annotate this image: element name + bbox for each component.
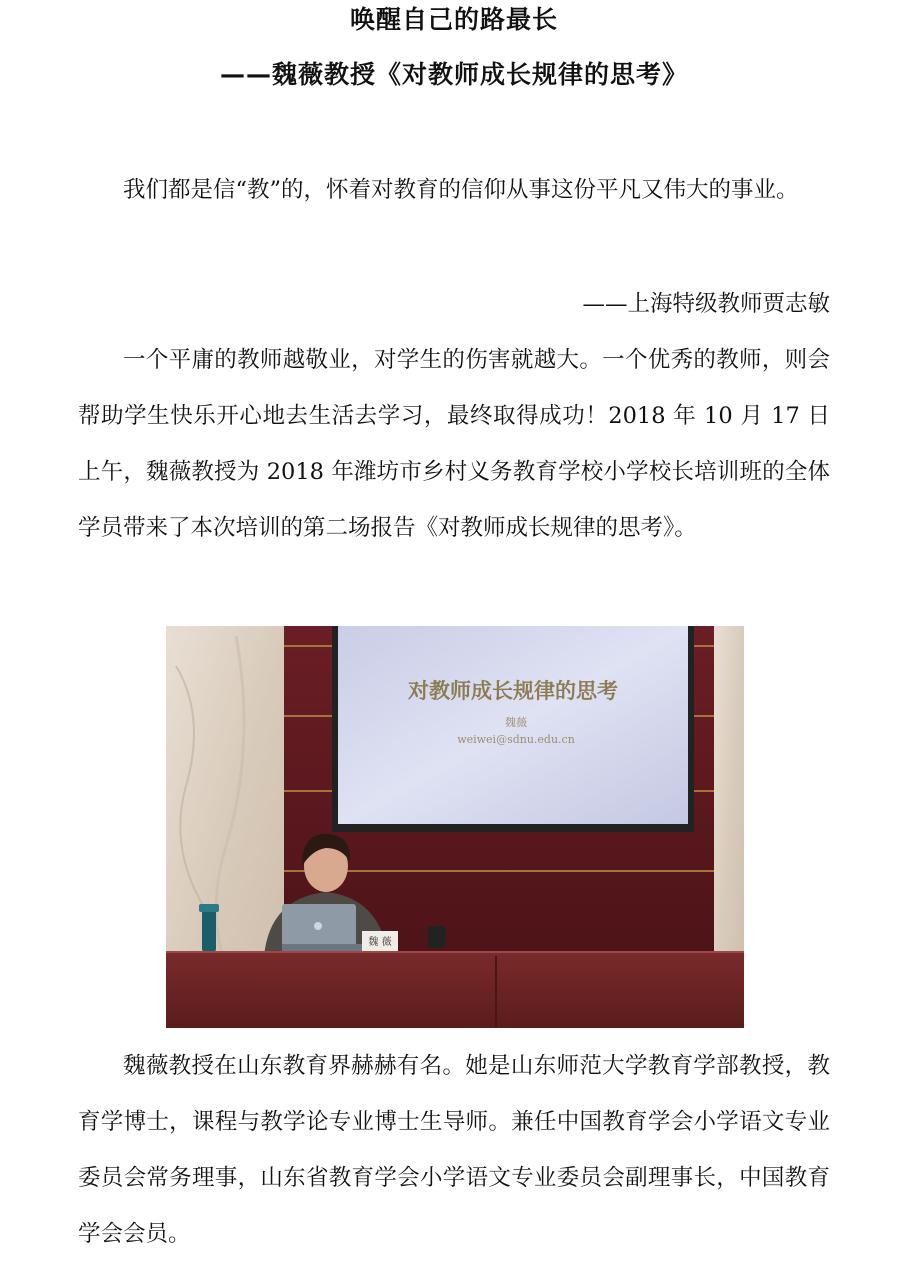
- nameplate-text: 魏 薇: [368, 937, 392, 948]
- opening-quote: 我们都是信“教”的，怀着对教育的信仰从事这份平凡又伟大的事业。: [123, 177, 799, 203]
- lecture-desk: [166, 952, 744, 1028]
- article-subtitle: ——魏薇教授《对教师成长规律的思考》: [219, 60, 688, 89]
- screen-email: weiwei@sdnu.edu.cn: [457, 733, 575, 746]
- screen-presenter-name: 魏薇: [505, 716, 527, 729]
- water-bottle: [202, 910, 216, 952]
- quote-attribution: ——上海特级教师贾志敏: [582, 291, 830, 317]
- screen-title: 对教师成长规律的思考: [408, 678, 618, 703]
- lecture-photo: [166, 626, 744, 1028]
- paragraph-intro: 一个平庸的教师越敬业，对学生的伤害就越大。一个优秀的教师，则会帮助学生快乐开心地去生活去学习，最终取得成功！2018 年 10 月 17 日上午，魏薇教授为 2018 年潍坊市乡村义务教育学校小学校长培训班的全体学员带来了本次培训的第二场报告《对教师成长规律的思考》。: [78, 347, 830, 541]
- paragraph-bio: 魏薇教授在山东教育界赫赫有名。她是山东师范大学教育学部教授，教育学博士，课程与教学论专业博士生导师。兼任中国教育学会小学语文专业委员会常务理事，山东省教育学会小学语文专业委员会副理事长，中国教育学会会员。: [78, 1053, 830, 1247]
- article-title: 唤醒自己的路最长: [349, 5, 558, 34]
